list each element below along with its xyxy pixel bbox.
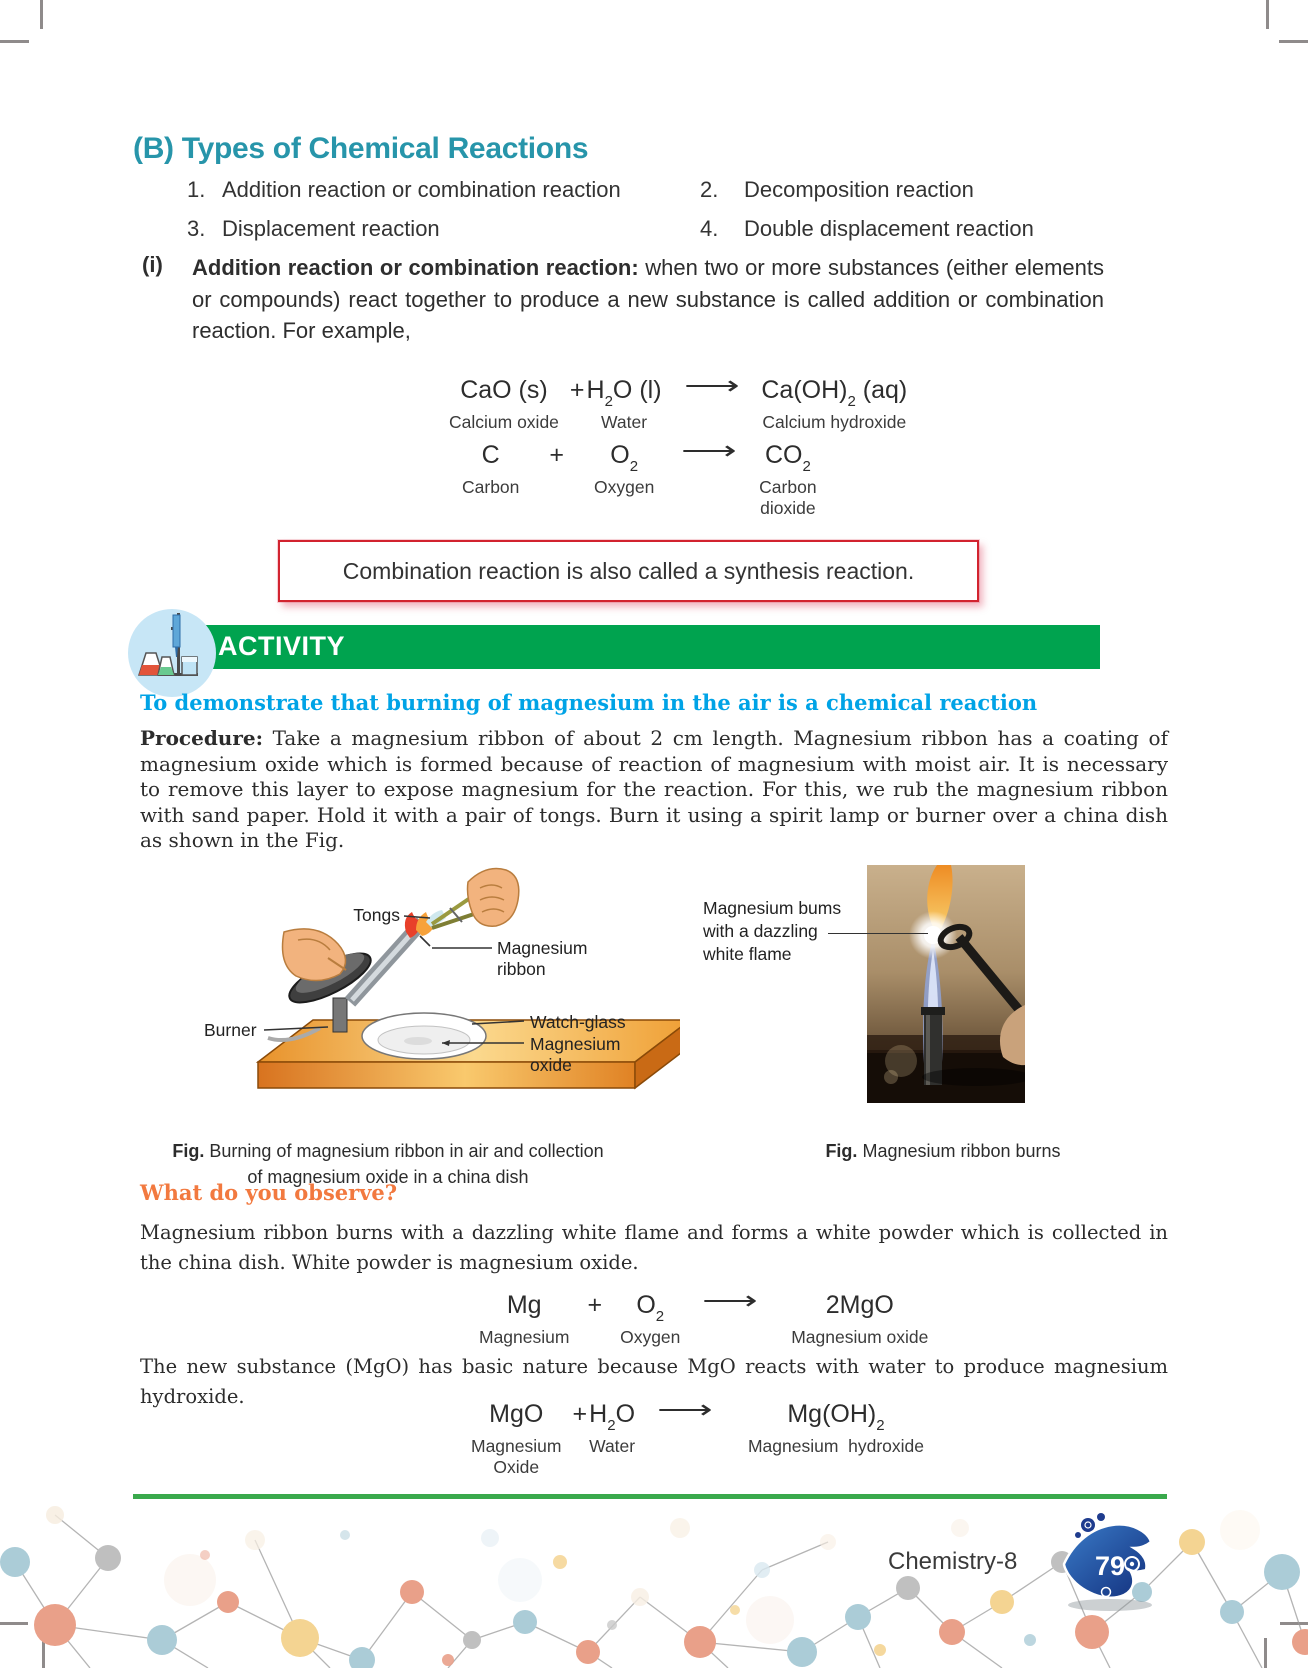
photo-flame-label: Magnesium bums with a dazzling white flame — [703, 898, 842, 964]
reaction-type-num: 4. — [700, 216, 719, 241]
leader-line — [420, 936, 430, 946]
hand-holding-burner — [283, 929, 347, 981]
reaction-arrow: ⟶ — [702, 1287, 759, 1315]
observe-heading: What do you observe? — [140, 1180, 398, 1205]
page-number: 79 — [1094, 1551, 1126, 1581]
label-watchglass: Watch-glass — [530, 1012, 626, 1032]
item-marker: (i) — [142, 252, 163, 277]
eq-term: CO $_2$ — [764, 441, 811, 475]
equation-c-o2 — [448, 436, 826, 519]
eq-label: Oxide — [493, 1457, 540, 1477]
activity-aim-heading: To demonstrate that burning of magnesium in the air is a chemical reaction — [140, 690, 1038, 715]
eq-label: Water — [601, 412, 648, 432]
plus-sign: + — [587, 1291, 603, 1319]
crop-mark — [0, 40, 29, 43]
reaction-arrow: ⟶ — [657, 1396, 713, 1424]
eq-term: H $_2$ O — [589, 1400, 636, 1434]
eq-term: 2MgO — [825, 1291, 894, 1319]
reaction-type-label: Displacement reaction — [222, 216, 440, 241]
eq-term: Mg(OH) $_2$ — [787, 1400, 885, 1434]
photo-caption: Fig. Magnesium ribbon burns — [825, 1141, 1061, 1161]
activity-banner-label: ACTIVITY — [218, 631, 346, 661]
eq-term: MgO — [489, 1400, 544, 1428]
reaction-type-num: 2. — [700, 177, 719, 202]
label-tongs: Tongs — [353, 905, 400, 925]
book-title: Chemistry-8 — [888, 1548, 1018, 1575]
item-text: when two or more substances (either elements or compounds) react together to produce a new substance is called addition or combination reaction. For example, — [192, 255, 1104, 343]
addition-reaction-paragraph — [142, 252, 1110, 347]
lab-glassware-icon — [124, 607, 220, 703]
eq-term: Mg — [506, 1291, 542, 1319]
magnesium-burning-photo — [867, 865, 1025, 1103]
eq-term: CaO (s) — [460, 376, 548, 404]
reaction-type-num: 1. — [187, 177, 206, 202]
eq-term: O $_2$ — [610, 441, 639, 475]
conclusion-paragraph: The new substance (MgO) has basic nature because MgO reacts with water to produce magnesium hydroxide. — [140, 1355, 1168, 1408]
crop-mark — [40, 0, 43, 29]
eq-label: Calcium oxide — [449, 412, 559, 432]
eq-label: Calcium hydroxide — [762, 412, 907, 432]
procedure-label: Procedure: — [140, 726, 263, 750]
eq-term: Ca(OH) $_2$ (aq) — [761, 376, 908, 410]
eq-term: C — [481, 441, 500, 469]
reaction-type-label: Double displacement reaction — [744, 216, 1034, 241]
synthesis-note-box — [278, 540, 979, 602]
reaction-arrow: ⟶ — [683, 372, 740, 400]
eq-label: Magnesium hydroxide — [747, 1436, 925, 1456]
eq-label: Oxygen — [594, 477, 655, 497]
eq-term: H $_2$ O (l) — [586, 376, 662, 410]
reaction-type-label: Decomposition reaction — [744, 177, 974, 202]
eq-label: Magnesium oxide — [791, 1327, 929, 1347]
section-title: (B) Types of Chemical Reactions — [133, 132, 589, 165]
label-magnesium-ribbon: Magnesium ribbon — [497, 938, 588, 979]
eq-label: Magnesium — [471, 1436, 562, 1456]
label-burner: Burner — [204, 1020, 257, 1040]
page-number-badge — [1058, 1512, 1170, 1612]
equation-mgo-h2o — [462, 1395, 933, 1478]
observe-paragraph: Magnesium ribbon burns with a dazzling white flame and forms a white powder which is collected in the china dish. White powder is magnesium oxide. — [140, 1221, 1168, 1274]
eq-label: dioxide — [760, 498, 816, 518]
hand-holding-tongs — [468, 869, 519, 927]
eq-label: Oxygen — [620, 1327, 681, 1347]
plus-sign: + — [572, 1400, 588, 1428]
eq-label: Magnesium — [479, 1327, 570, 1347]
eq-label: Water — [589, 1436, 636, 1456]
badge-shadow — [1068, 1599, 1152, 1611]
procedure-text: Take a magnesium ribbon of about 2 cm length. Magnesium ribbon has a coating of magnesium oxide which is formed because of reaction of magnesium with moist air. It is necessary to remove this layer to expose magnesium for the reaction. For this, we rub the magnesium ribbon with sand paper. Hold it with a pair of tongs. Burn it using a spirit lamp or burner over a china dish as shown in the Fig. — [140, 726, 1168, 853]
eq-label: Carbon — [462, 477, 520, 497]
leader-line — [828, 933, 928, 934]
reaction-arrow: ⟶ — [681, 437, 738, 465]
note-text: Combination reaction is also called a synthesis reaction. — [342, 557, 915, 584]
procedure-paragraph — [140, 726, 1168, 854]
diagram-caption: Fig. Burning of magnesium ribbon in air and collection of magnesium oxide in a china dish — [172, 1141, 604, 1187]
label-magnesium-oxide: Magnesium oxide — [530, 1034, 621, 1075]
equation-mg-o2 — [470, 1286, 937, 1348]
plus-sign: + — [569, 376, 585, 404]
crop-mark — [1266, 0, 1269, 29]
item-body — [192, 252, 1104, 347]
eq-label: Carbon — [759, 477, 817, 497]
footer-rule — [133, 1494, 1167, 1499]
equation-cao-h2o — [440, 371, 916, 433]
china-dish — [362, 1013, 486, 1059]
reaction-type-num: 3. — [187, 216, 206, 241]
crop-mark — [1279, 40, 1308, 43]
reaction-type-label: Addition reaction or combination reaction — [222, 177, 621, 202]
item-heading: Addition reaction or combination reaction: — [192, 255, 639, 280]
eq-term: O $_2$ — [636, 1291, 665, 1325]
plus-sign: + — [549, 441, 565, 469]
